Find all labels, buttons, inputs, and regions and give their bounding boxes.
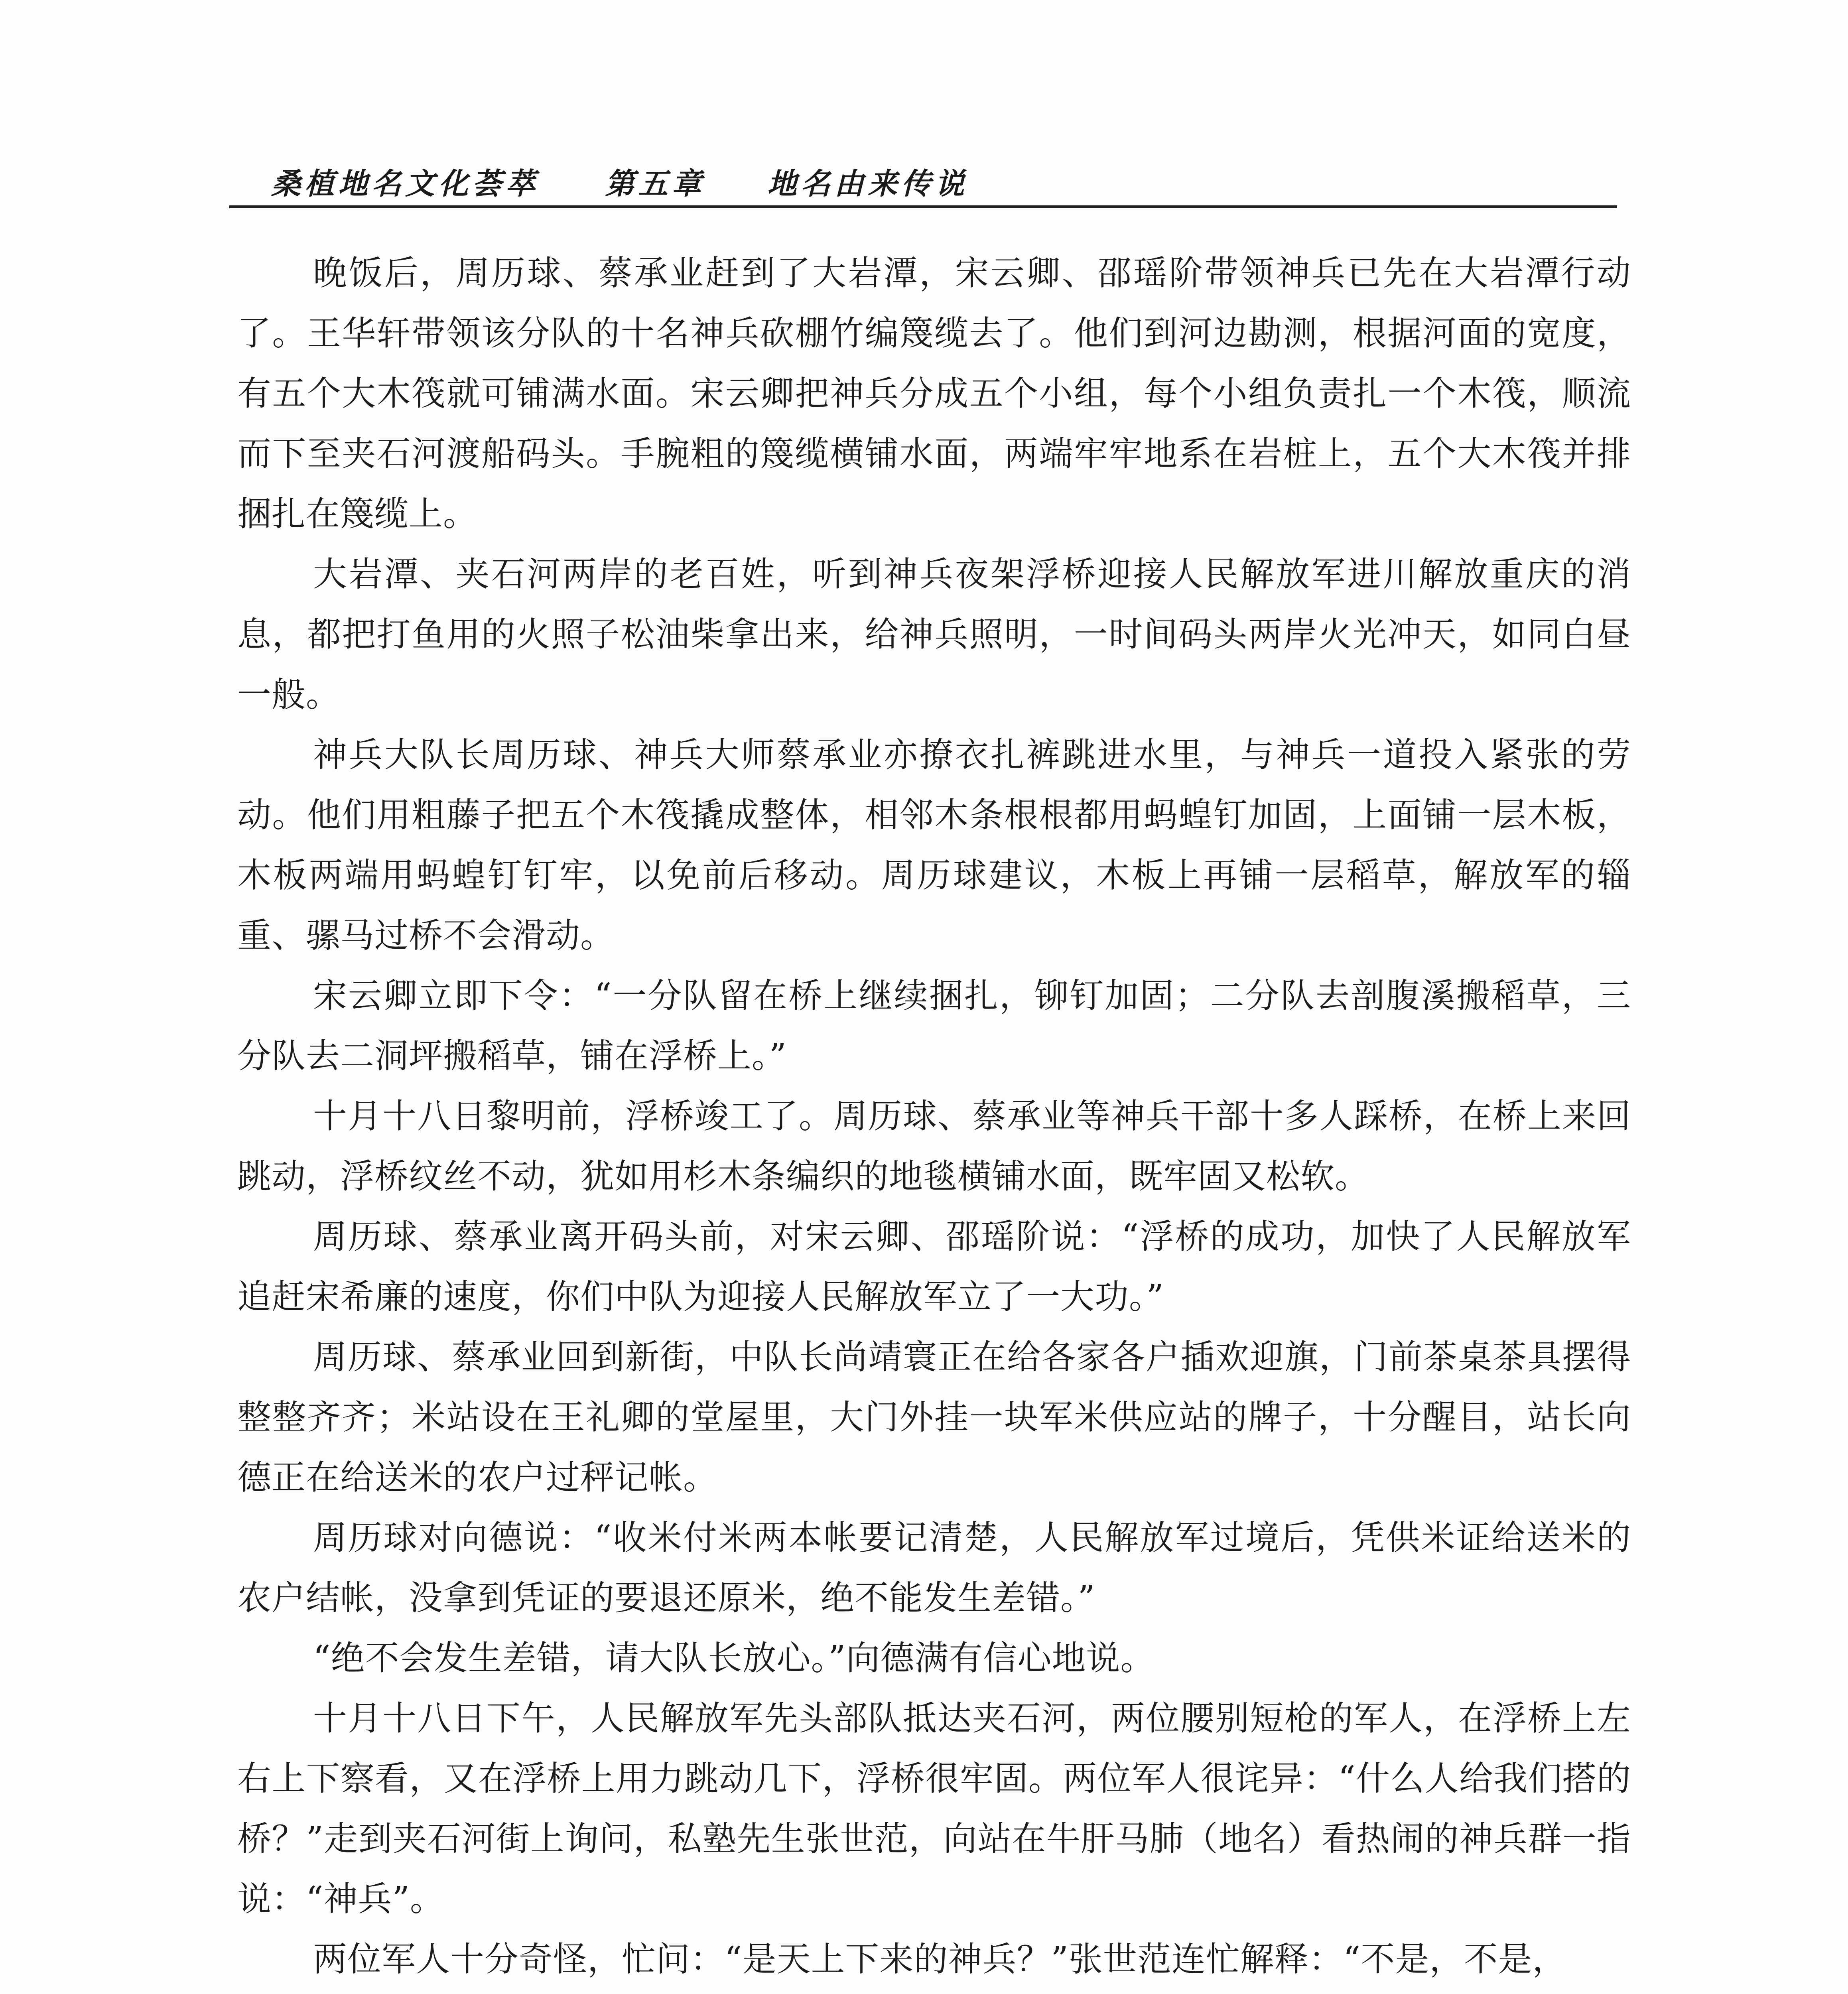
- paragraph: 晚饭后，周历球、蔡承业赶到了大岩潭，宋云卿、邵瑶阶带领神兵已先在大岩潭行动了。王华轩带领该分队的十名神兵砍棚竹编篾缆去了。他们到河边勘测，根据河面的宽度，有五个大木筏就可铺满水面。宋云卿把神兵分成五个小组，每个小组负责扎一个木筏，顺流而下至夹石河渡船码头。手腕粗的篾缆横铺水面，两端牢牢地系在岩桩上，五个大木筏并排捆扎在篾缆上。: [237, 254, 1631, 534]
- running-header: [271, 155, 968, 203]
- paragraph: 宋云卿立即下令：“一分队留在桥上继续捆扎，铆钉加固；二分队去剖腹溪搬稻草，三分队去二洞坪搬稻草，铺在浮桥上。”: [237, 976, 1631, 1076]
- paragraph: 两位军人十分奇怪，忙问：“是天上下来的神兵？”张世范连忙解释：“不是，不是，: [313, 1940, 1567, 1979]
- paragraph: 周历球对向德说：“收米付米两本帐要记清楚，人民解放军过境后，凭供米证给送米的农户结帐，没拿到凭证的要退还原米，绝不能发生差错。”: [237, 1518, 1631, 1618]
- paragraph: 神兵大队长周历球、神兵大师蔡承业亦撩衣扎裤跳进水里，与神兵一道投入紧张的劳动。他们用粗藤子把五个木筏撬成整体，相邻木条根根都用蚂蝗钉加固，上面铺一层木板，木板两端用蚂蝗钉钉牢，以免前后移动。周历球建议，木板上再铺一层稻草，解放军的辎重、骡马过桥不会滑动。: [237, 735, 1631, 956]
- paragraph: 十月十八日下午，人民解放军先头部队抵达夹石河，两位腰别短枪的军人，在浮桥上左右上下察看，又在浮桥上用力跳动几下，浮桥很牢固。两位军人很诧异：“什么人给我们搭的桥？”走到夹石河街上询问，私塾先生张世范，向站在牛肝马肺（地名）看热闹的神兵群一指说：“神兵”。: [237, 1699, 1631, 1919]
- header-book-title: 桑植地名文化荟萃: [271, 167, 539, 201]
- paragraph: 周历球、蔡承业离开码头前，对宋云卿、邵瑶阶说：“浮桥的成功，加快了人民解放军追赶宋希廉的速度，你们中队为迎接人民解放军立了一大功。”: [237, 1217, 1631, 1317]
- paragraph: 大岩潭、夹石河两岸的老百姓，听到神兵夜架浮桥迎接人民解放军进川解放重庆的消息，都把打鱼用的火照子松油柴拿出来，给神兵照明，一时间码头两岸火光冲天，如同白昼一般。: [237, 555, 1631, 715]
- paragraph: “绝不会发生差错，请大队长放心。”向德满有信心地说。: [313, 1639, 1155, 1678]
- body-text: [237, 243, 1631, 1990]
- header-section-title: 地名由来传说: [767, 167, 968, 201]
- paragraph: 周历球、蔡承业回到新街，中队长尚靖寰正在给各家各户插欢迎旗，门前茶桌茶具摆得整整齐齐；米站设在王礼卿的堂屋里，大门外挂一块军米供应站的牌子，十分醒目，站长向德正在给送米的农户过秤记帐。: [237, 1338, 1631, 1497]
- paragraph: 十月十八日黎明前，浮桥竣工了。周历球、蔡承业等神兵干部十多人踩桥，在桥上来回跳动，浮桥纹丝不动，犹如用杉木条编织的地毯横铺水面，既牢固又松软。: [237, 1097, 1631, 1196]
- header-rule: [229, 205, 1617, 208]
- header-chapter: 第五章: [605, 167, 705, 201]
